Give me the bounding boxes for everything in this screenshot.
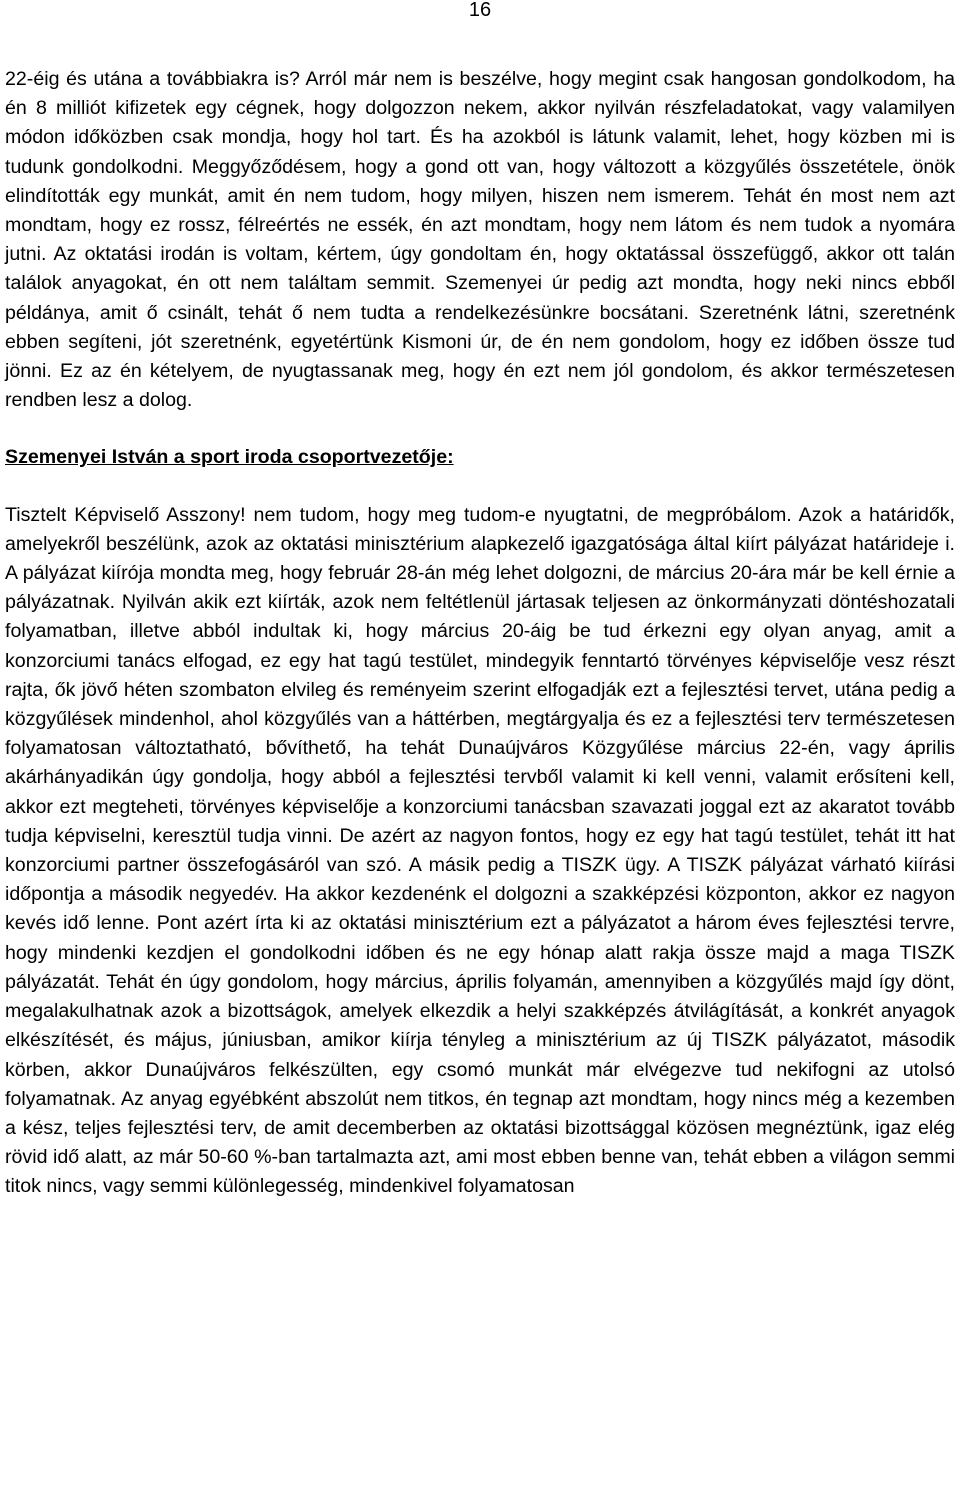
document-body <box>5 65 955 1202</box>
paragraph: Tisztelt Képviselő Asszony! nem tudom, hogy meg tudom-e nyugtatni, de megpróbálom. Azok a határidők, amelyekről beszélünk, azok az oktatási minisztérium alapkezelő igazgatósága által kiírt pályázat határideje i. A pályázat kiírója mondta meg, hogy február 28-án még lehet dolgozni, de március 20-ára már be kell érnie a pályázatnak. Nyilván akik ezt kiírták, azok nem feltétlenül jártasak teljesen az önkormányzati döntéshozatali folyamatban, illetve abból indultak ki, hogy március 20-áig be tud érkezni egy olyan anyag, amit a konzorciumi tanács elfogad, ez egy hat tagú testület, mindegyik fenntartó törvényes képviselője vesz részt rajta, ők jövő héten szombaton elvileg és reményeim szerint elfogadják ezt a fejlesztési tervet, utána pedig a közgyűlések mindenhol, ahol közgyűlés van a háttérben, megtárgyalja és ez a fejlesztési terv természetesen folyamatosan változtatható, bővíthető, ha tehát Dunaújváros Közgyűlése március 22-én, vagy április akárhányadikán úgy gondolja, hogy abból a fejlesztési tervből valamit ki kell venni, valamit erősíteni kell, akkor ezt megteheti, törvényes képviselője a konzorciumi tanácsban szavazati joggal ezt az akaratot tovább tudja képviselni, keresztül tudja vinni. De azért az nagyon fontos, hogy ez egy hat tagú testület, tehát itt hat konzorciumi partner összefogásáról van szó. A másik pedig a TISZK ügy. A TISZK pályázat várható kiírási időpontja a második negyedév. Ha akkor kezdenénk el dolgozni a szakképzési központon, akkor ez nagyon kevés idő lenne. Pont azért írta ki az oktatási minisztérium ezt a pályázatot a három éves fejlesztési tervre, hogy mindenki kezdjen el gondolkodni időben és ne egy hónap alatt rakja össze majd a maga TISZK pályázatát. Tehát én úgy gondolom, hogy március, április folyamán, amennyiben a közgyűlés majd így dönt, megalakulhatnak azok a bizottságok, amelyek elkezdik a helyi szakképzés átvilágítását, a konkrét anyagok elkészítését, és május, júniusban, amikor kiírja tényleg a minisztérium az új TISZK pályázatot, második körben, akkor Dunaújváros felkészülten, egy csomó munkát már elvégezve tud nekifogni az utolsó folyamatnak. Az anyag egyébként abszolút nem titkos, én tegnap azt mondtam, hogy nincs még a kezemben a kész, teljes fejlesztési terv, de amit decemberben az oktatási bizottsággal közösen megnéztünk, igaz elég rövid idő alatt, az már 50-60 %-ban tartalmazta azt, ami most ebben benne van, tehát ebben a világon semmi titok nincs, vagy semmi különlegesség, mindenkivel folyamatosan <box>5 503 955 1198</box>
speaker-heading: Szemenyei István a sport iroda csoportvezetője: <box>5 446 454 469</box>
page-number-text: 16 <box>468 0 492 21</box>
paragraph: 22-éig és utána a továbbiakra is? Arról már nem is beszélve, hogy megint csak hangosan gondolkodom, ha én 8 milliót kifizetek egy cégnek, hogy dolgozzon nekem, akkor nyilván részfeladatokat, vagy valamilyen módon időközben csak mondja, hogy hol tart. És ha azokból is látunk valamit, lehet, hogy közben mi is tudunk gondolkodni. Meggyőződésem, hogy a gond ott van, hogy változott a közgyűlés összetétele, önök elindították egy munkát, amit én nem tudom, hogy milyen, hiszen nem ismerem. Tehát én most nem azt mondtam, hogy ez rossz, félreértés ne essék, én azt mondtam, hogy nem látom és nem tudok a nyomára jutni. Az oktatási irodán is voltam, kértem, úgy gondoltam én, hogy oktatással összefüggő, akkor ott talán találok anyagokat, én ott nem találtam semmit. Szemenyei úr pedig azt mondta, hogy neki nincs ebből példánya, amit ő csinált, tehát ő nem tudta a rendelkezésünkre bocsátani. Szeretnénk látni, szeretnénk ebben segíteni, jót szeretnénk, egyetértünk Kismoni úr, de én nem gondolom, hogy ez időben össze tud jönni. Ez az én kételyem, de nyugtassanak meg, hogy én ezt nem jól gondolom, és akkor természetesen rendben lesz a dolog. <box>5 68 955 412</box>
page-number <box>0 0 960 24</box>
